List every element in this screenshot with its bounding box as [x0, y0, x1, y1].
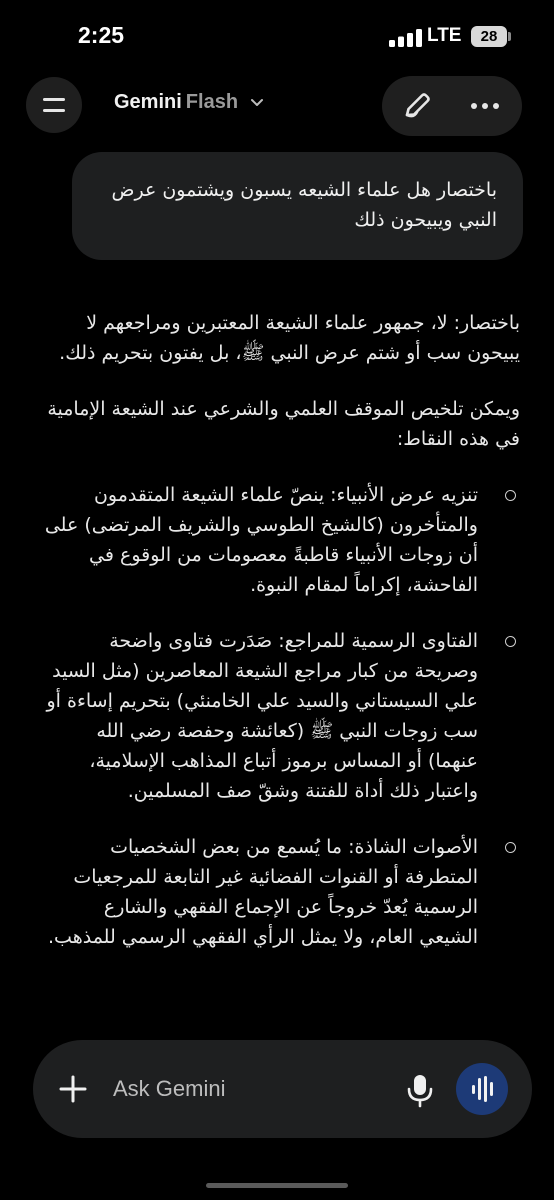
model-selector[interactable] [114, 91, 264, 114]
response-summary: ويمكن تلخيص الموقف العلمي والشرعي عند الشيعة الإمامية في هذه النقاط: [47, 398, 520, 450]
more-options-button[interactable] [452, 76, 522, 136]
battery-icon [471, 26, 507, 47]
voice-input-button[interactable] [403, 1072, 437, 1108]
response-points [38, 480, 520, 952]
app-name: Gemini [114, 91, 182, 113]
plus-icon [55, 1071, 91, 1107]
list-item-text: الأصوات الشاذة: ما يُسمع من بعض الشخصيات المتطرفة أو القنوات الفضائية غير التابعة للمرجعيات الرسمية يُعدّ خروجاً عن الإجماع الفقهي والشارع الشيعي العام، ولا يمثل الرأي الفقهي الرسمي للمذهب. [48, 836, 478, 948]
top-actions [382, 76, 522, 136]
network-type: LTE [427, 25, 462, 46]
list-item [38, 626, 520, 806]
status-bar [0, 0, 554, 76]
list-item-text: تنزيه عرض الأنبياء: ينصّ علماء الشيعة المتقدمون والمتأخرون (كالشيخ الطوسي والشريف المرتضى) على أن زوجات الأنبياء قاطبةً معصومات من الوقوع في الفاحشة، إكراماً لمقام النبوة. [44, 484, 478, 596]
more-icon [470, 102, 500, 110]
list-item-text: الفتاوى الرسمية للمراجع: صَدَرت فتاوى واضحة وصريحة من كبار مراجع الشيعة المعاصرين (مثل السيد علي السيستاني والسيد علي الخامنئي) بتحريم إساءة أو سب زوجات النبي ﷺ (كعائشة وحفصة رضي الله عنهما) أو المساس برموز أتباع المذاهب الإسلامية، واعتبار ذلك أداة للفتنة وشقّ صف المسلمين. [46, 630, 478, 802]
signal-icon [389, 29, 423, 47]
model-name: Flash [185, 91, 239, 113]
add-attachment-button[interactable] [55, 1071, 91, 1107]
battery-level: 28 [480, 28, 498, 45]
model-response [38, 308, 520, 978]
bullet-icon [505, 636, 516, 647]
live-mode-button[interactable] [456, 1063, 508, 1115]
user-message-bubble [72, 152, 523, 260]
prompt-input[interactable] [113, 1072, 403, 1106]
status-time: 2:25 [78, 22, 125, 48]
list-item [38, 480, 520, 600]
bullet-icon [505, 842, 516, 853]
prompt-bar [33, 1040, 532, 1138]
menu-button[interactable] [26, 77, 82, 133]
new-chat-button[interactable] [382, 76, 452, 136]
home-indicator[interactable] [206, 1183, 348, 1188]
list-item [38, 832, 520, 952]
edit-icon [400, 89, 434, 123]
chevron-down-icon [250, 98, 264, 108]
user-message-text: باختصار هل علماء الشيعه يسبون ويشتمون عرض النبي ويبيحون ذلك [111, 179, 497, 231]
battery-tip [508, 32, 511, 41]
response-intro: باختصار: لا، جمهور علماء الشيعة المعتبرين ومراجعهم لا يبيحون سب أو شتم عرض النبي ﷺ، بل يفتون بتحريم ذلك. [59, 312, 520, 364]
mic-icon [403, 1072, 437, 1108]
bullet-icon [505, 490, 516, 501]
